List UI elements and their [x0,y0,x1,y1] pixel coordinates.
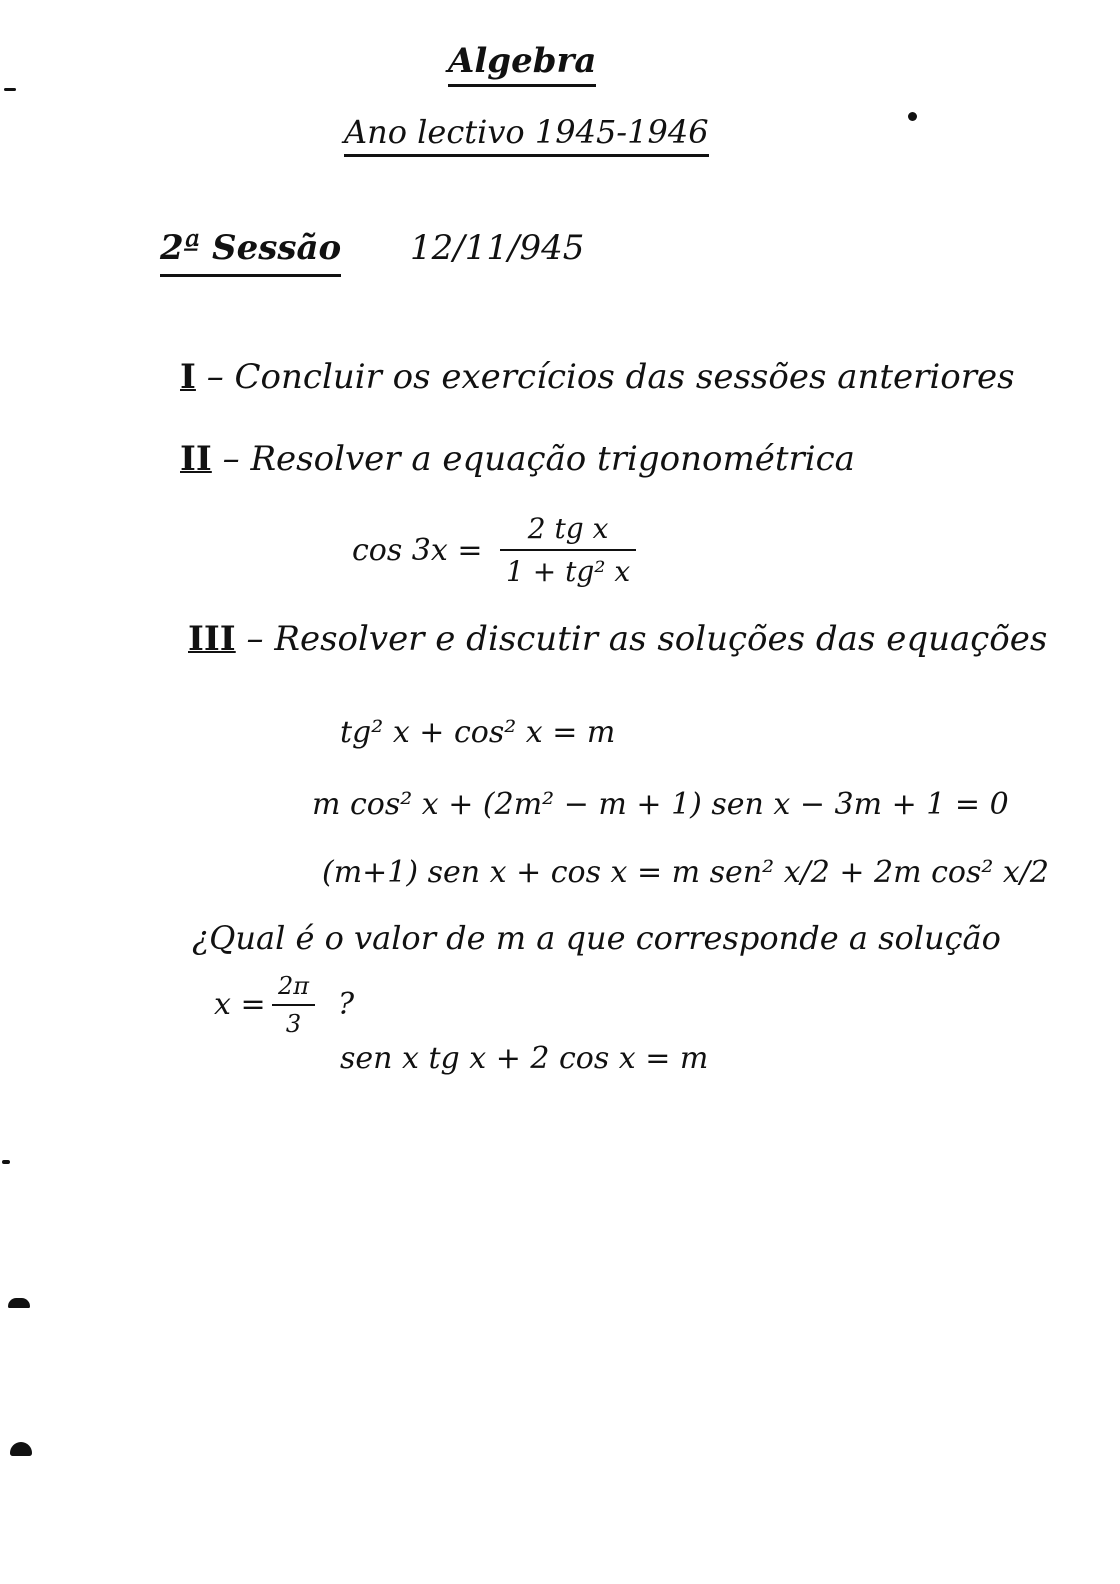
item-i [180,357,1015,397]
equation-ii-lhs: cos 3x = [352,533,483,568]
item-dash: – [222,439,251,479]
question-mark: ? [338,987,355,1022]
item-dash: – [246,619,275,659]
equation-iii-3: (m+1) sen x + cos x = m sen² x/2 + 2m cos² x/2 [322,855,1050,890]
question-fraction [272,972,315,1038]
punch-hole-mark [8,1298,30,1308]
fraction-denominator: 3 [285,1010,302,1038]
item-text: Resolver e discutir as soluções das equações [274,619,1048,659]
item-numeral: III [188,619,236,659]
question-text: ¿Qual é o valor de m a que corresponde a solução [192,919,1001,957]
item-text: Concluir os exercícios das sessões anteriores [234,357,1015,397]
item-numeral: II [180,439,212,479]
equation-iii-2: m cos² x + (2m² − m + 1) sen x − 3m + 1 = 0 [312,787,1009,822]
fraction-denominator: 1 + tg² x [506,555,631,588]
fraction-numerator: 2 tg x [527,512,609,545]
equation-iii-1: tg² x + cos² x = m [340,715,616,750]
session-label: 2ª Sessão [160,228,341,277]
session-date: 12/11/945 [410,228,585,268]
ink-dot [908,112,917,121]
item-numeral: I [180,357,196,397]
session-heading [160,228,584,268]
page-title: Algebra [448,44,596,87]
equation-final: sen x tg x + 2 cos x = m [340,1041,709,1076]
academic-year: Ano lectivo 1945-1946 [344,116,709,157]
item-ii [180,439,855,479]
item-text: Resolver a equação trigonométrica [250,439,855,479]
punch-hole-mark [10,1442,32,1456]
item-iii [188,619,1048,659]
fraction-numerator: 2π [278,972,310,1000]
equation-ii-fraction [500,512,636,588]
question-lhs: x = [214,987,266,1022]
scan-mark [4,88,16,91]
item-dash: – [206,357,235,397]
scan-mark [2,1160,10,1164]
